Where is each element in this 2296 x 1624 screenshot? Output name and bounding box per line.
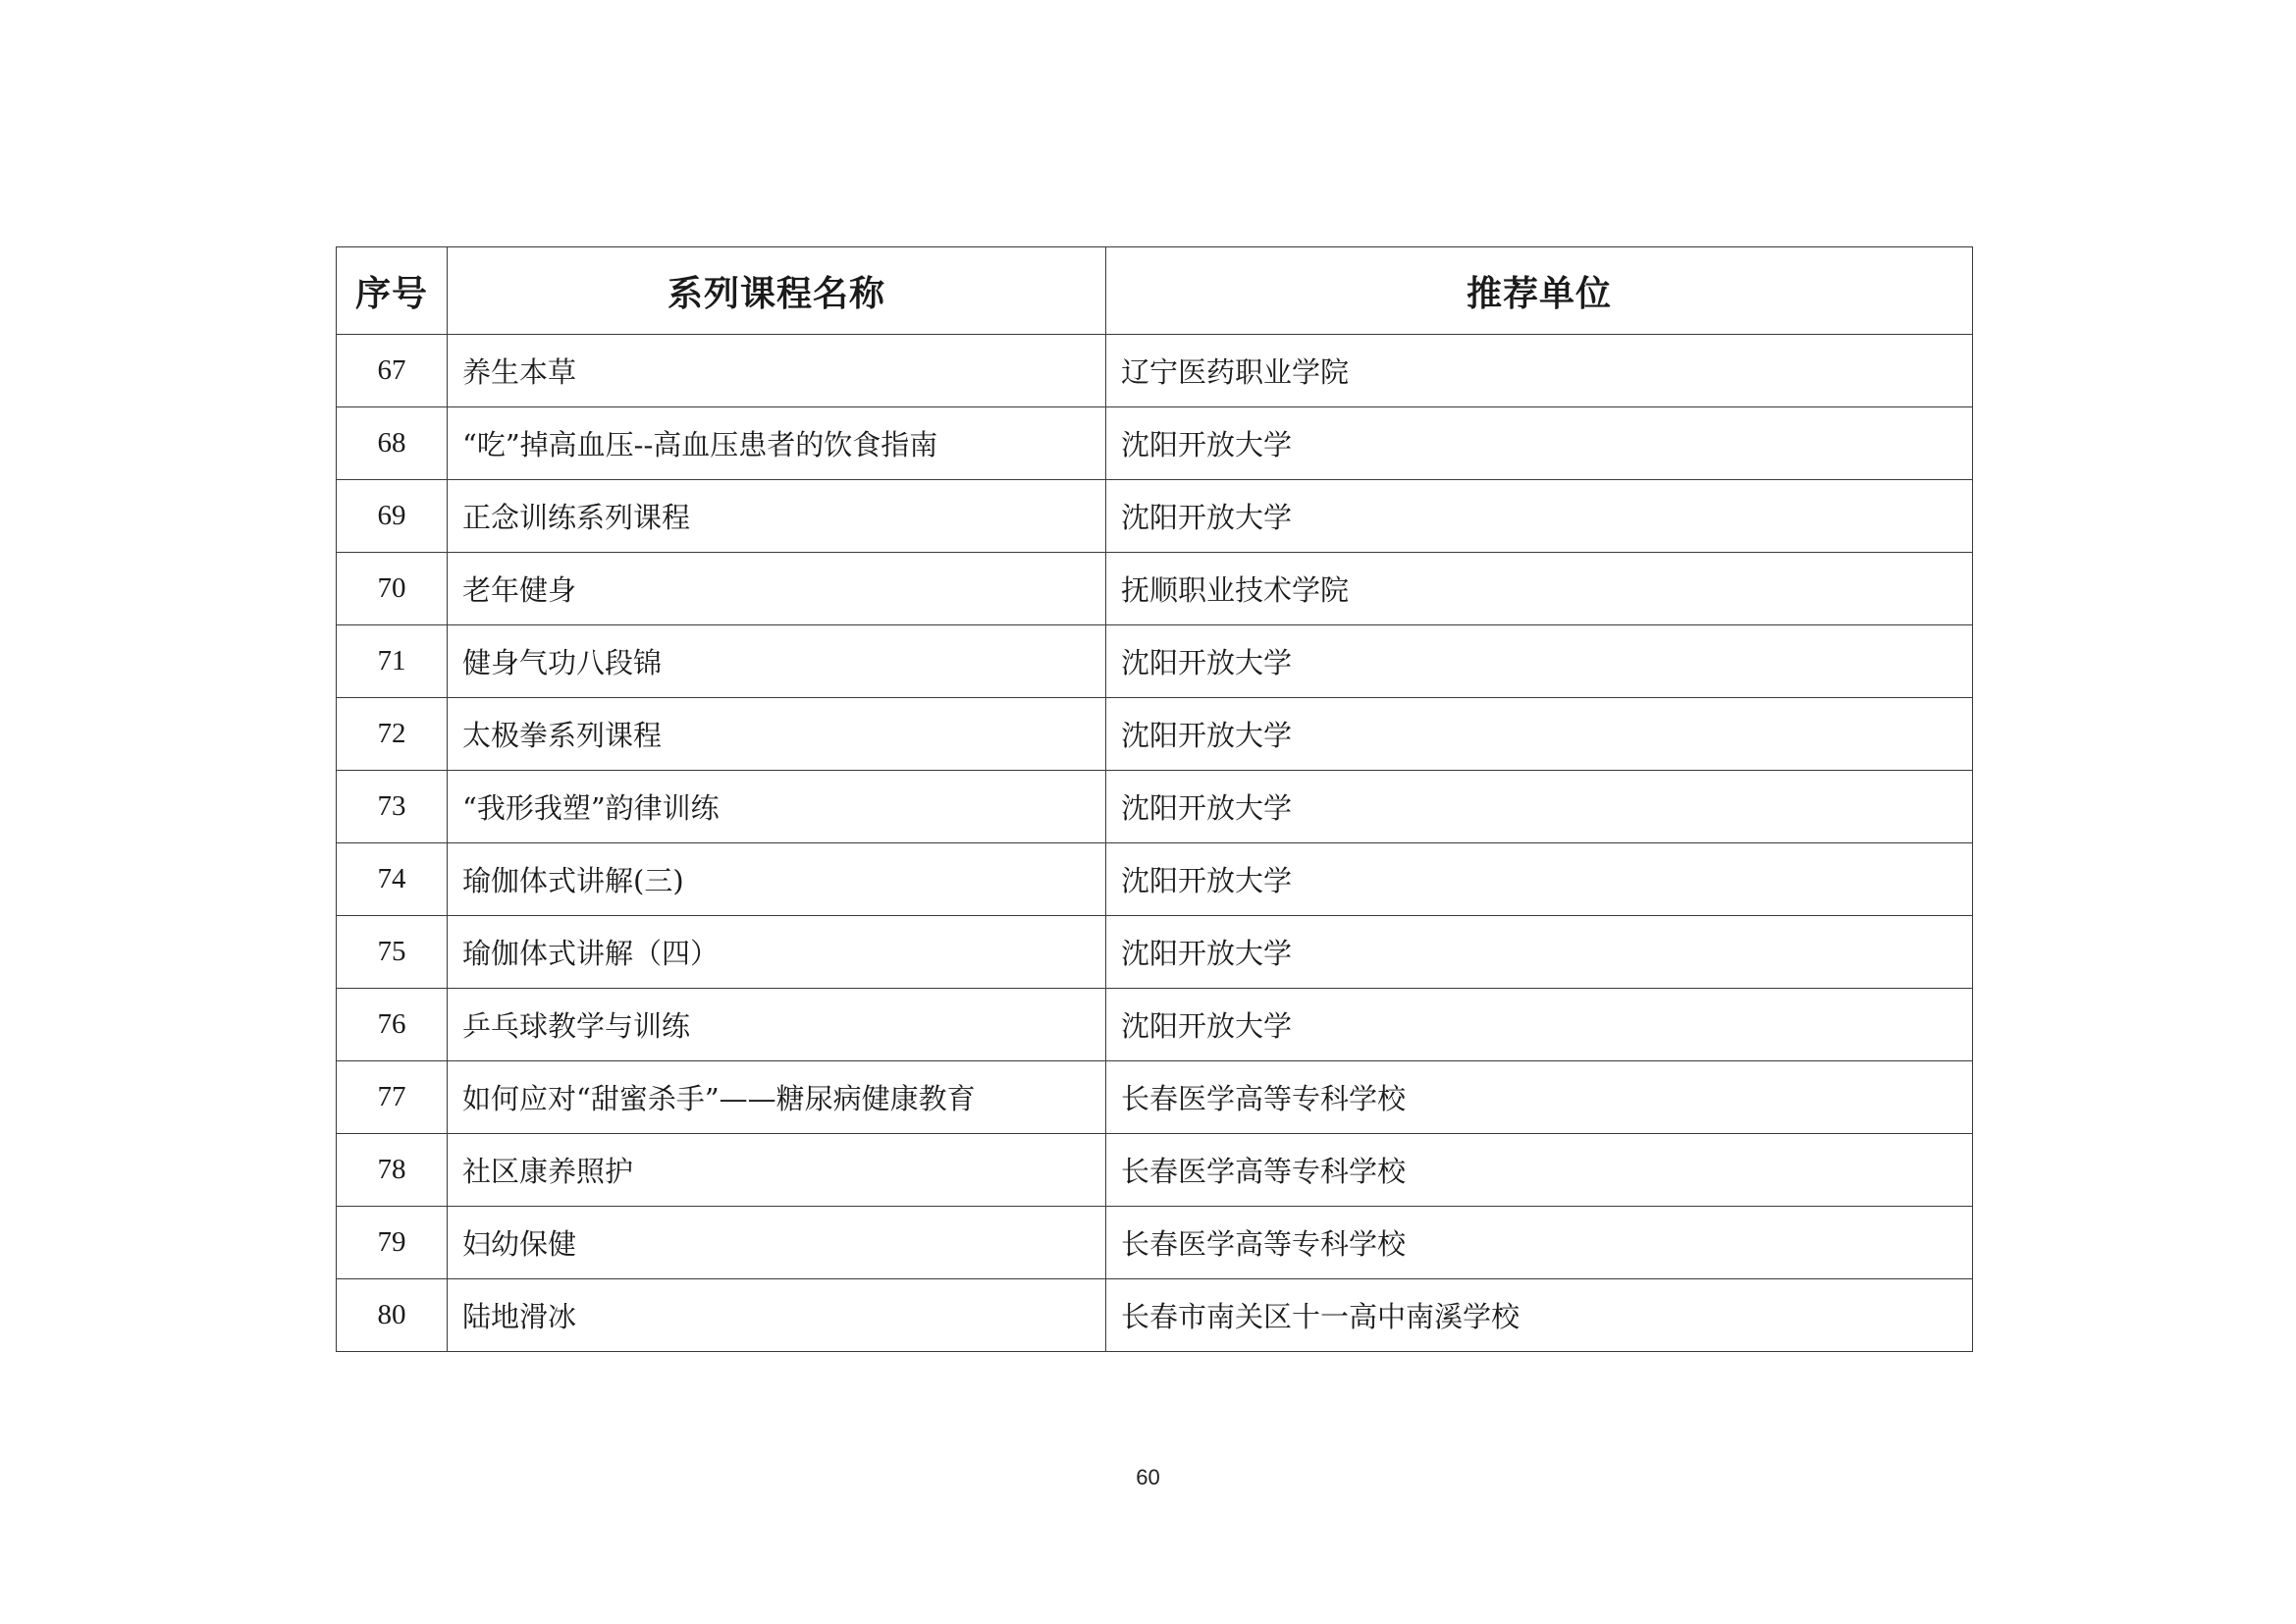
row-number: 71 xyxy=(337,625,448,698)
course-name: 乒乓球教学与训练 xyxy=(448,989,1106,1061)
table-row xyxy=(337,335,1973,407)
course-name: 陆地滑冰 xyxy=(448,1279,1106,1352)
row-number: 80 xyxy=(337,1279,448,1352)
course-name: 如何应对“甜蜜杀手”——糖尿病健康教育 xyxy=(448,1061,1106,1134)
recommending-unit: 沈阳开放大学 xyxy=(1106,407,1973,480)
recommending-unit: 沈阳开放大学 xyxy=(1106,771,1973,843)
header-no: 序号 xyxy=(337,247,448,335)
header-recommending-unit: 推荐单位 xyxy=(1106,247,1973,335)
recommending-unit: 长春市南关区十一高中南溪学校 xyxy=(1106,1279,1973,1352)
course-name: 健身气功八段锦 xyxy=(448,625,1106,698)
table-row xyxy=(337,1279,1973,1352)
recommending-unit: 沈阳开放大学 xyxy=(1106,989,1973,1061)
row-number: 77 xyxy=(337,1061,448,1134)
course-name: 正念训练系列课程 xyxy=(448,480,1106,553)
row-number: 68 xyxy=(337,407,448,480)
recommending-unit: 长春医学高等专科学校 xyxy=(1106,1207,1973,1279)
table-row xyxy=(337,843,1973,916)
row-number: 79 xyxy=(337,1207,448,1279)
table-row xyxy=(337,1207,1973,1279)
table-row xyxy=(337,771,1973,843)
course-name: 太极拳系列课程 xyxy=(448,698,1106,771)
recommending-unit: 辽宁医药职业学院 xyxy=(1106,335,1973,407)
table-row xyxy=(337,407,1973,480)
recommending-unit: 沈阳开放大学 xyxy=(1106,843,1973,916)
table-row xyxy=(337,989,1973,1061)
table-body xyxy=(337,335,1973,1352)
table-row xyxy=(337,916,1973,989)
course-name: “吃”掉高血压--高血压患者的饮食指南 xyxy=(448,407,1106,480)
page-number: 60 xyxy=(1136,1465,1160,1489)
course-table xyxy=(336,246,1973,1352)
table-row xyxy=(337,553,1973,625)
table-row xyxy=(337,1134,1973,1207)
row-number: 75 xyxy=(337,916,448,989)
recommending-unit: 长春医学高等专科学校 xyxy=(1106,1134,1973,1207)
table-row xyxy=(337,625,1973,698)
table-header xyxy=(337,247,1973,335)
course-name: 瑜伽体式讲解(三) xyxy=(448,843,1106,916)
header-row xyxy=(337,247,1973,335)
course-name: “我形我塑”韵律训练 xyxy=(448,771,1106,843)
course-name: 瑜伽体式讲解（四） xyxy=(448,916,1106,989)
course-name: 社区康养照护 xyxy=(448,1134,1106,1207)
course-name: 养生本草 xyxy=(448,335,1106,407)
header-course-name: 系列课程名称 xyxy=(448,247,1106,335)
table-row xyxy=(337,698,1973,771)
row-number: 72 xyxy=(337,698,448,771)
course-name: 老年健身 xyxy=(448,553,1106,625)
table-row xyxy=(337,480,1973,553)
row-number: 67 xyxy=(337,335,448,407)
course-name: 妇幼保健 xyxy=(448,1207,1106,1279)
row-number: 74 xyxy=(337,843,448,916)
table-row xyxy=(337,1061,1973,1134)
row-number: 73 xyxy=(337,771,448,843)
recommending-unit: 长春医学高等专科学校 xyxy=(1106,1061,1973,1134)
row-number: 78 xyxy=(337,1134,448,1207)
recommending-unit: 抚顺职业技术学院 xyxy=(1106,553,1973,625)
row-number: 69 xyxy=(337,480,448,553)
recommending-unit: 沈阳开放大学 xyxy=(1106,916,1973,989)
recommending-unit: 沈阳开放大学 xyxy=(1106,625,1973,698)
recommending-unit: 沈阳开放大学 xyxy=(1106,698,1973,771)
row-number: 70 xyxy=(337,553,448,625)
recommending-unit: 沈阳开放大学 xyxy=(1106,480,1973,553)
row-number: 76 xyxy=(337,989,448,1061)
